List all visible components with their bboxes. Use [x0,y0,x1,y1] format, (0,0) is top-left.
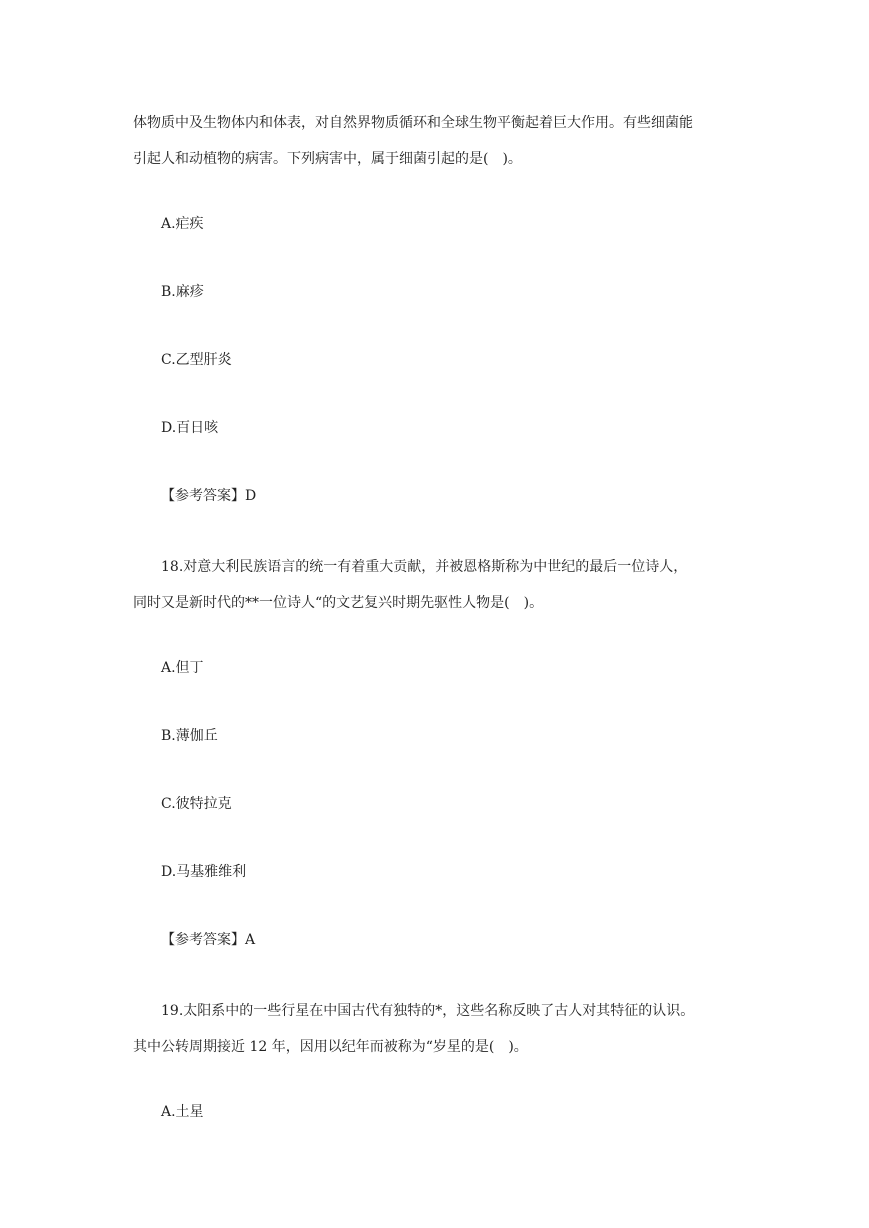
q17-option-d: D.百日咳 [161,420,219,436]
q17-option-a: A.疟疾 [161,216,204,232]
q18-option-d: D.马基雅维利 [161,864,247,880]
q19-stem-line-1: 19.太阳系中的一些行星在中国古代有独特的*，这些名称反映了古人对其特征的认识。 [161,1003,695,1019]
q19-stem-line-2: 其中公转周期接近 12 年，因用以纪年而被称为“岁星的是( )。 [133,1039,528,1055]
q17-option-c: C.乙型肝炎 [161,352,232,368]
q18-stem-line-2: 同时又是新时代的**一位诗人“的文艺复兴时期先驱性人物是( )。 [133,595,544,611]
q19-option-a: A.土星 [161,1104,204,1120]
q18-stem-line-1: 18.对意大利民族语言的统一有着重大贡献，并被恩格斯称为中世纪的最后一位诗人， [161,559,688,575]
q17-stem-line-2: 引起人和动植物的病害。下列病害中，属于细菌引起的是( )。 [133,151,522,167]
q18-option-a: A.但丁 [161,660,204,676]
q18-option-b: B.薄伽丘 [161,728,218,744]
q17-option-b: B.麻疹 [161,284,204,300]
q18-option-c: C.彼特拉克 [161,796,232,812]
q17-stem-line-1: 体物质中及生物体内和体表，对自然界物质循环和全球生物平衡起着巨大作用。有些细菌能 [133,115,693,131]
q17-answer: 【参考答案】D [161,488,257,504]
q18-answer: 【参考答案】A [161,932,256,948]
